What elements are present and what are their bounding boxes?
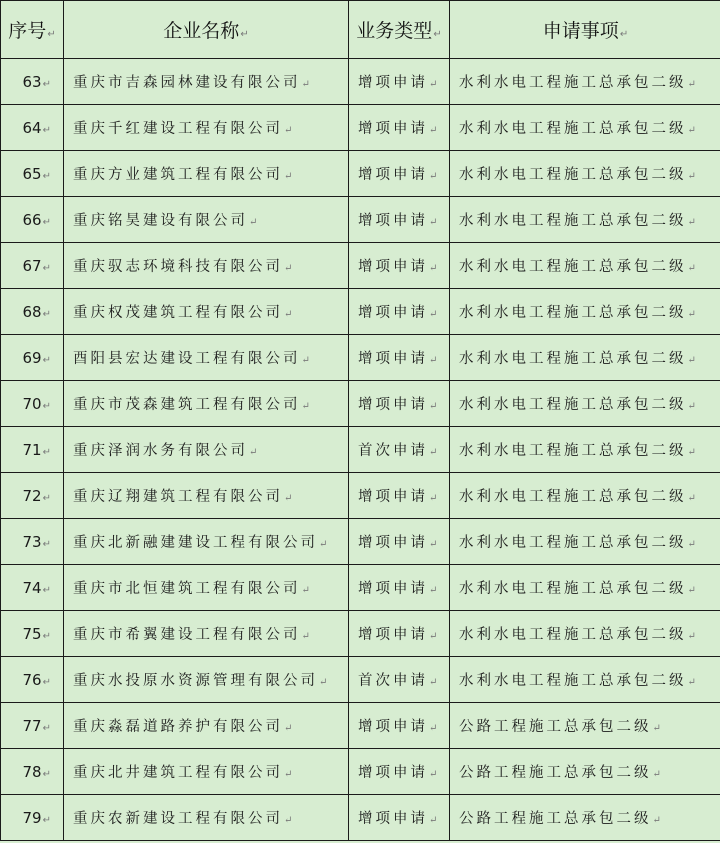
cell-company[interactable]: 重庆市北恒建筑工程有限公司↵ (64, 565, 349, 611)
cell-type[interactable]: 增项申请↵ (349, 59, 450, 105)
table-row (1, 243, 720, 289)
cell-company[interactable]: 重庆市茂森建筑工程有限公司↵ (64, 381, 349, 427)
cell-item[interactable]: 水利水电工程施工总承包二级↵ (450, 657, 720, 703)
cell-company[interactable]: 重庆驭志环境科技有限公司↵ (64, 243, 349, 289)
cell-company[interactable]: 重庆北井建筑工程有限公司↵ (64, 749, 349, 795)
cell-no[interactable]: 76↵ (1, 657, 64, 703)
cell-item[interactable]: 水利水电工程施工总承包二级↵ (450, 473, 720, 519)
cell-item[interactable]: 水利水电工程施工总承包二级↵ (450, 151, 720, 197)
cell-type[interactable]: 增项申请↵ (349, 703, 450, 749)
cell-company[interactable]: 重庆农新建设工程有限公司↵ (64, 795, 349, 841)
cell-type[interactable]: 首次申请↵ (349, 657, 450, 703)
cell-type[interactable]: 增项申请↵ (349, 795, 450, 841)
table-row (1, 151, 720, 197)
cell-no[interactable]: 69↵ (1, 335, 64, 381)
table-row (1, 289, 720, 335)
cell-company[interactable]: 重庆北新融建建设工程有限公司↵ (64, 519, 349, 565)
cell-no[interactable]: 65↵ (1, 151, 64, 197)
cell-no[interactable]: 77↵ (1, 703, 64, 749)
cell-item[interactable]: 公路工程施工总承包二级↵ (450, 795, 720, 841)
table-row (1, 565, 720, 611)
cell-item[interactable]: 水利水电工程施工总承包二级↵ (450, 197, 720, 243)
cell-item[interactable]: 公路工程施工总承包二级↵ (450, 703, 720, 749)
cell-no[interactable]: 75↵ (1, 611, 64, 657)
cell-type[interactable]: 增项申请↵ (349, 243, 450, 289)
table-row (1, 197, 720, 243)
cell-type[interactable]: 增项申请↵ (349, 105, 450, 151)
table-row (1, 519, 720, 565)
cell-no[interactable]: 78↵ (1, 749, 64, 795)
cell-company[interactable]: 重庆千红建设工程有限公司↵ (64, 105, 349, 151)
cell-type[interactable]: 增项申请↵ (349, 519, 450, 565)
table-row (1, 335, 720, 381)
cell-item[interactable]: 水利水电工程施工总承包二级↵ (450, 105, 720, 151)
header-cell-no[interactable]: 序号↵ (1, 1, 64, 59)
cell-item[interactable]: 水利水电工程施工总承包二级↵ (450, 243, 720, 289)
table-row (1, 473, 720, 519)
cell-no[interactable]: 64↵ (1, 105, 64, 151)
cell-item[interactable]: 水利水电工程施工总承包二级↵ (450, 381, 720, 427)
cell-company[interactable]: 重庆淼磊道路养护有限公司↵ (64, 703, 349, 749)
table-row (1, 749, 720, 795)
cell-item[interactable]: 水利水电工程施工总承包二级↵ (450, 59, 720, 105)
table-row (1, 611, 720, 657)
cell-company[interactable]: 重庆水投原水资源管理有限公司↵ (64, 657, 349, 703)
table-body (1, 59, 720, 841)
table-row (1, 427, 720, 473)
table-row (1, 795, 720, 841)
cell-item[interactable]: 水利水电工程施工总承包二级↵ (450, 289, 720, 335)
cell-type[interactable]: 增项申请↵ (349, 381, 450, 427)
cell-type[interactable]: 增项申请↵ (349, 335, 450, 381)
cell-company[interactable]: 重庆铭昊建设有限公司↵ (64, 197, 349, 243)
cell-no[interactable]: 67↵ (1, 243, 64, 289)
cell-type[interactable]: 首次申请↵ (349, 427, 450, 473)
cell-item[interactable]: 水利水电工程施工总承包二级↵ (450, 519, 720, 565)
cell-company[interactable]: 重庆泽润水务有限公司↵ (64, 427, 349, 473)
cell-company[interactable]: 重庆市吉森园林建设有限公司↵ (64, 59, 349, 105)
cell-no[interactable]: 72↵ (1, 473, 64, 519)
cell-no[interactable]: 63↵ (1, 59, 64, 105)
cell-item[interactable]: 水利水电工程施工总承包二级↵ (450, 427, 720, 473)
cell-type[interactable]: 增项申请↵ (349, 565, 450, 611)
table-row (1, 703, 720, 749)
cell-item[interactable]: 水利水电工程施工总承包二级↵ (450, 335, 720, 381)
cell-type[interactable]: 增项申请↵ (349, 749, 450, 795)
cell-no[interactable]: 79↵ (1, 795, 64, 841)
cell-no[interactable]: 66↵ (1, 197, 64, 243)
header-row (1, 1, 720, 59)
table-row (1, 381, 720, 427)
cell-item[interactable]: 水利水电工程施工总承包二级↵ (450, 565, 720, 611)
cell-type[interactable]: 增项申请↵ (349, 473, 450, 519)
header-cell-type[interactable]: 业务类型↵ (349, 1, 450, 59)
cell-no[interactable]: 71↵ (1, 427, 64, 473)
cell-company[interactable]: 重庆方业建筑工程有限公司↵ (64, 151, 349, 197)
cell-no[interactable]: 74↵ (1, 565, 64, 611)
table-row (1, 105, 720, 151)
cell-company[interactable]: 酉阳县宏达建设工程有限公司↵ (64, 335, 349, 381)
cell-type[interactable]: 增项申请↵ (349, 289, 450, 335)
cell-company[interactable]: 重庆权茂建筑工程有限公司↵ (64, 289, 349, 335)
cell-no[interactable]: 73↵ (1, 519, 64, 565)
cell-item[interactable]: 水利水电工程施工总承包二级↵ (450, 611, 720, 657)
cell-type[interactable]: 增项申请↵ (349, 151, 450, 197)
cell-no[interactable]: 68↵ (1, 289, 64, 335)
header-cell-company[interactable]: 企业名称↵ (64, 1, 349, 59)
header-cell-item[interactable]: 申请事项↵ (450, 1, 720, 59)
table-row (1, 657, 720, 703)
cell-item[interactable]: 公路工程施工总承包二级↵ (450, 749, 720, 795)
table-row (1, 59, 720, 105)
cell-type[interactable]: 增项申请↵ (349, 611, 450, 657)
cell-no[interactable]: 70↵ (1, 381, 64, 427)
cell-company[interactable]: 重庆市希翼建设工程有限公司↵ (64, 611, 349, 657)
cell-company[interactable]: 重庆辽翔建筑工程有限公司↵ (64, 473, 349, 519)
cell-type[interactable]: 增项申请↵ (349, 197, 450, 243)
